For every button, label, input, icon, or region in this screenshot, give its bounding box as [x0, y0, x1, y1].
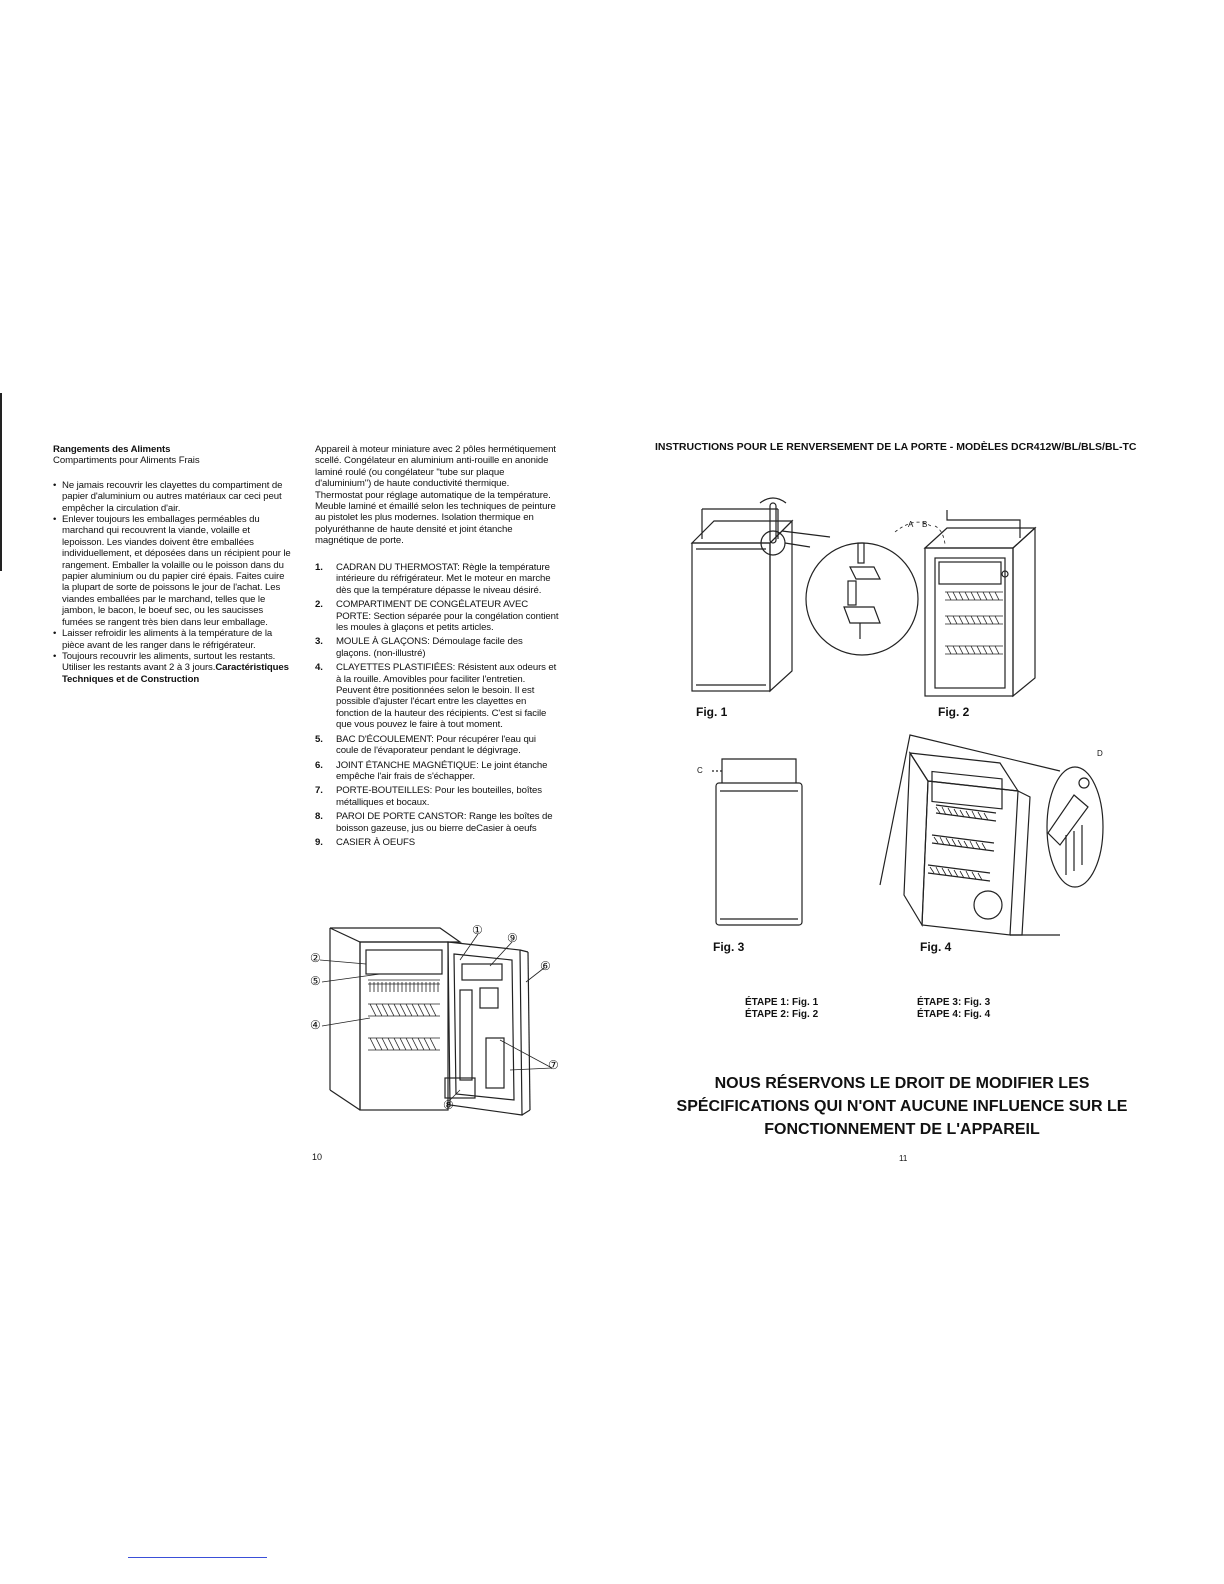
notice-line-3: FONCTIONNEMENT DE L'APPAREIL: [764, 1121, 1040, 1138]
page-title: INSTRUCTIONS POUR LE RENVERSEMENT DE LA PORTE - MODÈLES DCR412W/BL/BLS/BL-TC: [655, 441, 1137, 453]
specification-notice: [632, 1072, 1172, 1141]
feature-item: 2. COMPARTIMENT DE CONGÉLATEUR AVEC PORTE: Section séparée pour la congélation contient les moules à glaçons et petits articles.: [315, 599, 559, 634]
callout-9: ⑨: [507, 931, 518, 945]
label-b: B: [922, 520, 928, 529]
list-item: • Enlever toujours les emballages perméables du marchand qui recouvrent la viande, volaille et lepoisson. Les viandes doivent être emballées individuellement, et déposées dans un récipient pour le rangement. Emballer la volaille ou le poisson dans du papier aluminium ou du papier ciré épais. Faites cuire la plupart de sorte de poissons le jour de l'achat. Les viandes emballées par le marchand, telles que le jambon, le bacon, le boeuf sec, ou les saucisses fumées se rangent très bien dans leur emballage.: [53, 514, 291, 628]
fig2-label: Fig. 2: [938, 705, 970, 719]
notice-line-1: NOUS RÉSERVONS LE DROIT DE MODIFIER LES: [714, 1075, 1090, 1092]
callout-6: ⑥: [540, 959, 551, 973]
step-2: ÉTAPE 2: Fig. 2: [745, 1009, 819, 1020]
fig4-label: Fig. 4: [920, 940, 952, 954]
callout-5: ⑤: [310, 974, 321, 988]
fig1-label: Fig. 1: [696, 705, 728, 719]
feature-item: 5. BAC D'ÉCOULEMENT: Pour récupérer l'eau qui coule de l'évaporateur pendant le dégivrage.: [315, 733, 536, 757]
storage-section: [53, 444, 293, 685]
fig3-label: Fig. 3: [713, 940, 745, 954]
bottom-blue-line: [128, 1557, 267, 1558]
step-3: ÉTAPE 3: Fig. 3: [917, 997, 991, 1008]
list-item: • Ne jamais recouvrir les clayettes du compartiment de papier d'aluminium ou autres matériaux car ceci peut empêcher la circulation d'air.: [53, 479, 283, 514]
label-a: A: [908, 520, 914, 529]
specs-heading: Caractéristiques Techniques et de Construction: [62, 662, 289, 685]
fig4-drawing: [870, 735, 1110, 945]
feature-item: 9. CASIER À OEUFS: [315, 836, 416, 848]
feature-list: [315, 562, 559, 851]
list-item: • Toujours recouvrir les aliments, surtout les restants. Utiliser les restants avant 2 à 3 jours.Caractéristiques Techniques et de Construction: [53, 650, 289, 685]
storage-heading: Rangements des Aliments: [53, 444, 171, 455]
steps-left: [745, 997, 818, 1021]
label-c: C: [697, 766, 703, 775]
page-number-right: 11: [899, 1154, 908, 1163]
storage-subheading: Compartiments pour Aliments Frais: [53, 455, 200, 467]
storage-bullet-list: [53, 480, 293, 685]
feature-item: 8. PAROI DE PORTE CANSTOR: Range les boîtes de boisson gazeuse, jus ou bierre deCasier à oeufs: [315, 811, 553, 834]
fig3-drawing: [700, 755, 820, 930]
fig2-drawing: [895, 510, 1045, 700]
list-item: • Laisser refroidir les aliments à la température de la pièce avant de les ranger dans le réfrigérateur.: [53, 628, 273, 651]
callout-7: ⑦: [548, 1058, 559, 1072]
feature-item: 6. JOINT ÉTANCHE MAGNÉTIQUE: Le joint étanche empêche l'air frais de s'échapper.: [315, 759, 548, 782]
step-4: ÉTAPE 4: Fig. 4: [917, 1009, 991, 1020]
label-d: D: [1097, 749, 1103, 758]
feature-item: 3. MOULE À GLAÇONS: Démoulage facile des glaçons. (non-illustré): [315, 636, 523, 659]
callout-8: ⑧: [443, 1098, 454, 1112]
callout-1: ①: [472, 923, 483, 937]
callout-2: ②: [310, 951, 321, 965]
construction-paragraph: Appareil à moteur miniature avec 2 pôles hermétiquement scellé. Congélateur en aluminium anti-rouille en anonide laminé roulé (ou congélateur "tube sur plaque d'aluminium") de haute conductivité thermique. Thermostat pour réglage automatique de la température. Meuble laminé et émaillé selon les techniques de peinture au pistolet les plus modernes. Isolation thermique en polyuréthanne de haute densité et joint étanche magnétique de porte.: [315, 444, 556, 547]
fig1-drawing: [690, 495, 920, 695]
notice-line-2: SPÉCIFICATIONS QUI N'ONT AUCUNE INFLUENCE SUR LE: [676, 1098, 1128, 1115]
feature-item: 4. CLAYETTES PLASTIFIÉES: Résistent aux odeurs et à la rouille. Amovibles pour faciliter l'entretien. Peuvent être positionnées selon le besoin. Il est possible d'ajuster l'écart entre les clayettes en fonction de la hauteur des récipients. C'est si facile que vous pouvez le faire à tout moment.: [315, 662, 557, 731]
feature-item: 7. PORTE-BOUTEILLES: Pour les bouteilles, boîtes métalliques et bocaux.: [315, 785, 542, 808]
left-margin-mark: [0, 393, 2, 571]
callout-4: ④: [310, 1018, 321, 1032]
steps-right: [917, 997, 990, 1021]
page-number-left: 10: [312, 1152, 323, 1162]
step-1: ÉTAPE 1: Fig. 1: [745, 997, 819, 1008]
feature-item: 1. CADRAN DU THERMOSTAT: Règle la température intérieure du réfrigérateur. Met le moteur en marche dès que la température dépasse le niveau désiré.: [315, 562, 551, 596]
refrigerator-diagram: [300, 920, 580, 1120]
